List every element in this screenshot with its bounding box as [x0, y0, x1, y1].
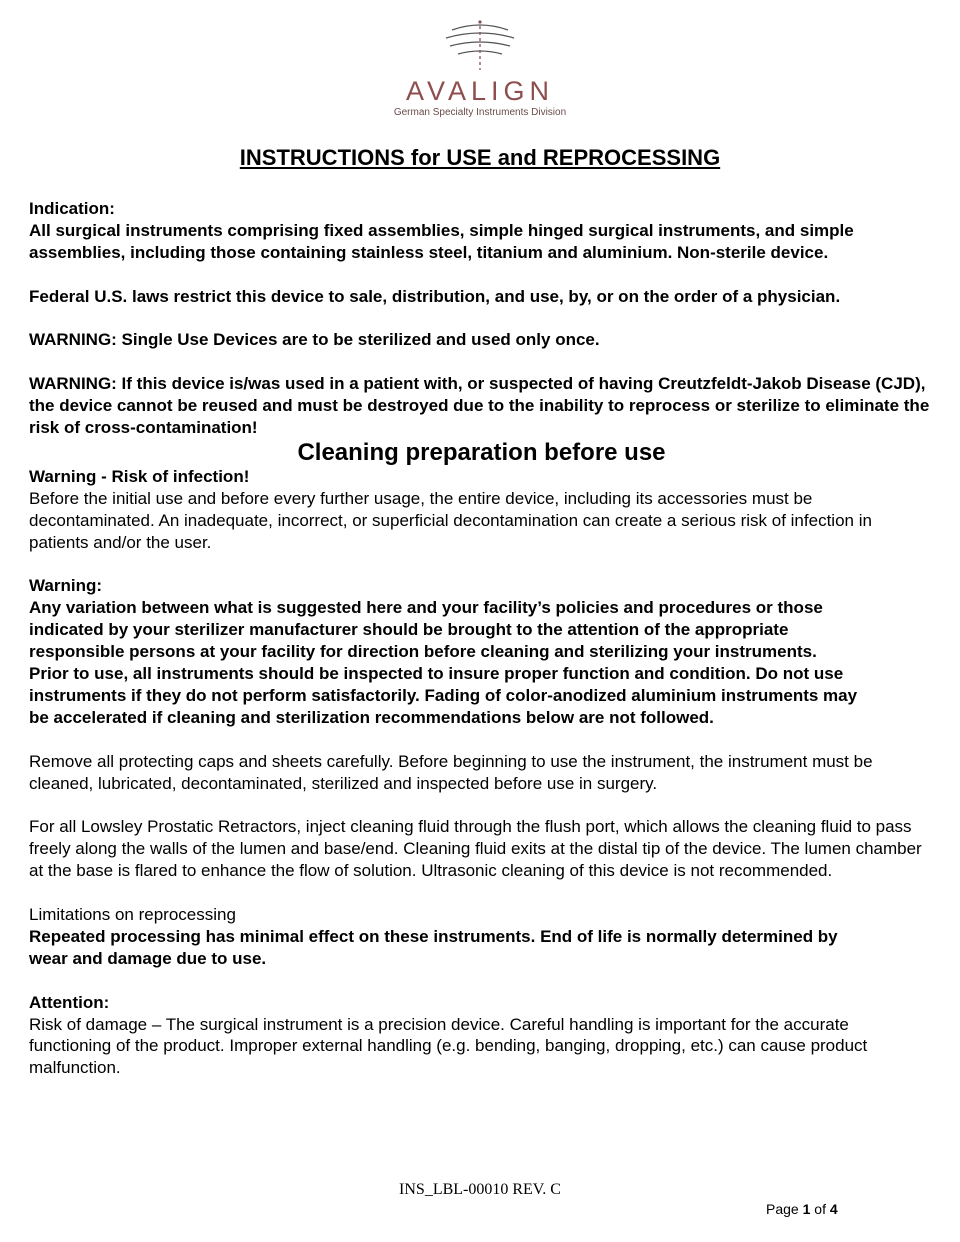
attention-text: Risk of damage – The surgical instrument is a precision device. Careful handling is important for the accurate functioning of the product. Improper external handling (e.g. bending, banging, dropping, etc.) can cause product malfunction.: [29, 1014, 868, 1078]
warning-single-use: WARNING: Single Use Devices are to be sterilized and used only once.: [29, 330, 600, 350]
company-logo: [0, 18, 960, 119]
document-code: INS_LBL-00010 REV. C: [399, 1181, 561, 1198]
avalign-mark-icon: [440, 18, 520, 74]
indication-text: All surgical instruments comprising fixed assemblies, simple hinged surgical instruments, and simple assemblies, including those containing stainless steel, titanium and aluminium. Non-sterile device.: [29, 220, 854, 262]
infection-warning-text: Before the initial use and before every further usage, the entire device, including its accessories must be decontaminated. An inadequate, incorrect, or superficial decontamination can create a serious risk of infection in patients and/or the user.: [29, 488, 872, 552]
warning-text: Any variation between what is suggested here and your facility’s policies and procedures or those indicated by your sterilizer manufacturer should be brought to the attention of the appropriate responsible persons at your facility for direction before cleaning and sterilizing your instruments. Prior to use, all instruments should be inspected to insure proper function and condition. Do not use instruments if they do not perform satisfactorily. Fading of color-anodized aluminium instruments may be accelerated if cleaning and sterilization recommendations below are not followed.: [29, 598, 858, 727]
federal-law-notice: Federal U.S. laws restrict this device to sale, distribution, and use, by, or on the order of a physician.: [29, 286, 841, 306]
page-of: of: [814, 1201, 826, 1217]
infection-warning-label: Warning - Risk of infection!: [29, 466, 250, 486]
logo-brand: AVALIGN: [405, 76, 555, 106]
page-current: 1: [802, 1201, 811, 1217]
attention-label: Attention:: [29, 992, 110, 1012]
logo-division: German Specialty Instruments Division: [393, 107, 567, 118]
page-number: [766, 1201, 838, 1217]
document-body: [29, 198, 934, 1079]
page-word: Page: [766, 1201, 799, 1217]
page-total: 4: [829, 1201, 838, 1217]
page-title: INSTRUCTIONS for USE and REPROCESSING: [239, 145, 721, 170]
remove-caps-text: Remove all protecting caps and sheets carefully. Before beginning to use the instrument, the instrument must be cleaned, lubricated, decontaminated, sterilized and inspected before use in surgery.: [29, 751, 873, 793]
warning-label: Warning:: [29, 576, 103, 596]
lowsley-text: For all Lowsley Prostatic Retractors, inject cleaning fluid through the flush port, which allows the cleaning fluid to pass freely along the walls of the lumen and base/end. Cleaning fluid exits at the distal tip of the device. The lumen chamber at the base is flared to enhance the flow of solution. Ultrasonic cleaning of this device is not recommended.: [29, 817, 922, 881]
limitations-label: Limitations on reprocessing: [29, 904, 236, 924]
indication-label: Indication:: [29, 199, 115, 218]
section-heading: Cleaning preparation before use: [297, 438, 666, 466]
warning-cjd: WARNING: If this device is/was used in a patient with, or suspected of having Creutzfeldt-Jakob Disease (CJD), the device cannot be reused and must be destroyed due to the inability to reprocess or sterilize to eliminate the risk of cross-contamination!: [29, 374, 930, 438]
limitations-text: Repeated processing has minimal effect on these instruments. End of life is normally determined by wear and damage due to use.: [29, 926, 838, 968]
